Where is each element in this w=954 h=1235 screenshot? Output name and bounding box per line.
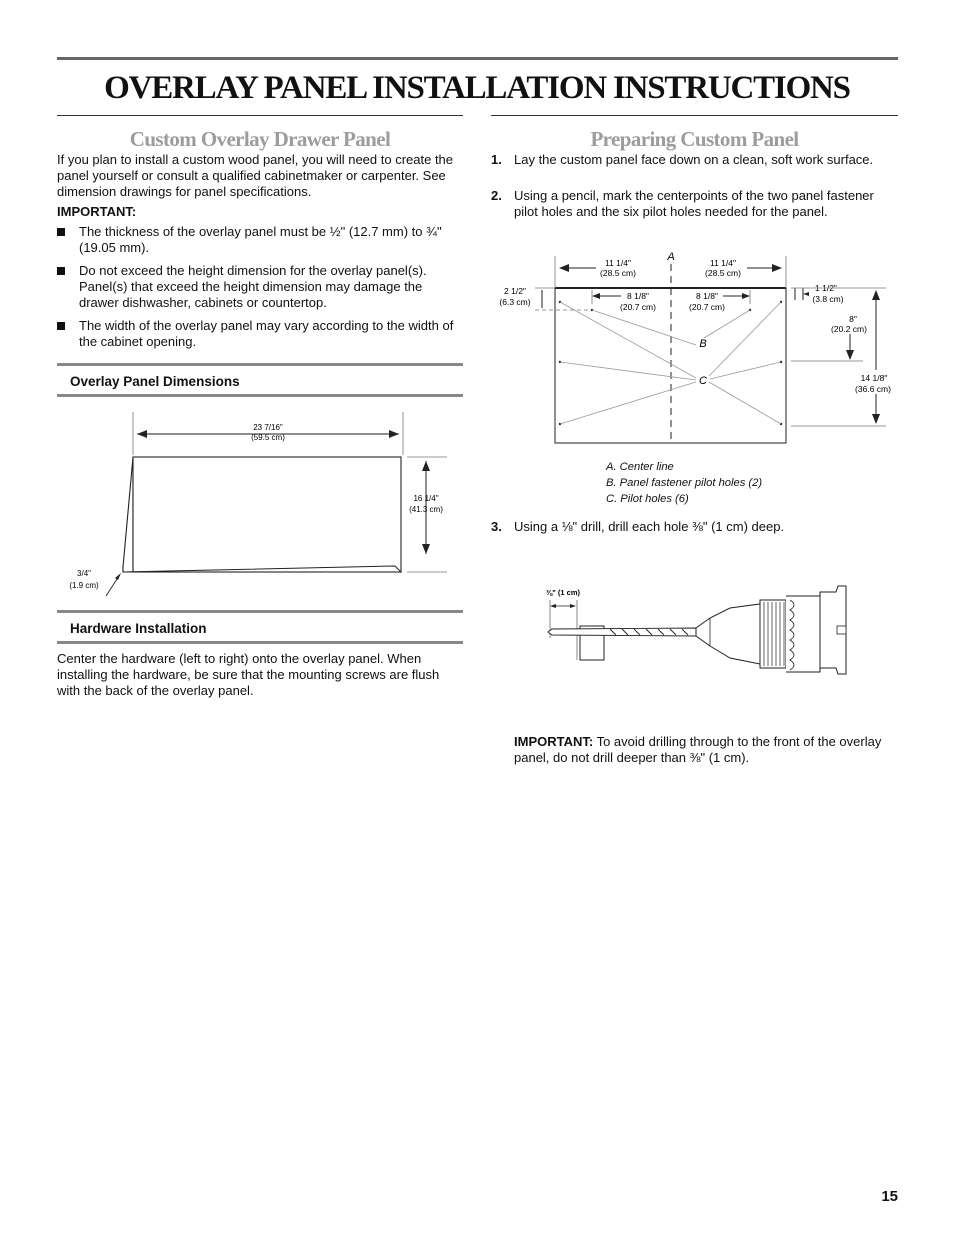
height-inch-label: 16 1/4" bbox=[413, 494, 439, 503]
inner-left-inch: 8 1/8" bbox=[627, 291, 649, 301]
side-margin-inch: 1 1/2" bbox=[815, 283, 837, 293]
step-number: 1. bbox=[491, 152, 502, 167]
figure-legend bbox=[606, 459, 762, 507]
important-note-text: To avoid drilling through to the front of the overlay panel, do not drill deeper than ⅜" (1 cm). bbox=[514, 734, 882, 765]
bullet-square bbox=[57, 228, 65, 236]
legend-item: B. Panel fastener pilot holes (2) bbox=[606, 477, 763, 489]
step-number: 2. bbox=[491, 188, 502, 203]
top-rule bbox=[57, 57, 898, 60]
overlay-panel-dimension-figure bbox=[57, 400, 463, 605]
panel-side-face bbox=[123, 457, 133, 572]
full-height-cm: (36.6 cm) bbox=[855, 384, 891, 394]
page-title: OVERLAY PANEL INSTALLATION INSTRUCTIONS bbox=[104, 70, 850, 106]
label-c: C bbox=[699, 375, 707, 387]
right-half-inch: 11 1/4" bbox=[709, 258, 737, 268]
thickness-inch-label: 3/4" bbox=[77, 569, 91, 578]
right-half-cm: (28.5 cm) bbox=[705, 268, 741, 278]
important-label: IMPORTANT: bbox=[57, 204, 137, 219]
bullet-text: Do not exceed the height dimension for the overlay panel(s). Panel(s) that exceed the height dimension may damage the drawer dishwasher, cabinets or countertop. bbox=[79, 263, 427, 310]
drill-depth-label: ⅜" (1 cm) bbox=[546, 588, 580, 597]
hardware-installation-heading: Hardware Installation bbox=[57, 610, 463, 644]
panel-front-face bbox=[133, 457, 401, 572]
step-text: Lay the custom panel face down on a clean, soft work surface. bbox=[514, 152, 874, 167]
bullet-text: The width of the overlay panel may vary according to the width of the cabinet opening. bbox=[79, 318, 454, 349]
drill-chuck bbox=[696, 604, 760, 664]
inner-right-inch: 8 1/8" bbox=[696, 291, 718, 301]
mid-height-inch: 8" bbox=[849, 314, 857, 324]
important-note-label: IMPORTANT: bbox=[514, 734, 594, 749]
custom-overlay-heading: Custom Overlay Drawer Panel bbox=[129, 127, 391, 151]
overlay-dimensions-heading: Overlay Panel Dimensions bbox=[57, 363, 463, 397]
legend-item: A. Center line bbox=[606, 461, 674, 473]
left-column-rule bbox=[57, 115, 463, 116]
left-half-inch: 11 1/4" bbox=[604, 258, 632, 268]
top-margin-inch: 2 1/2" bbox=[504, 286, 526, 296]
height-cm-label: (41.3 cm) bbox=[409, 505, 443, 514]
mid-height-cm: (20.2 cm) bbox=[831, 324, 867, 334]
inner-right-cm: (20.7 cm) bbox=[689, 302, 725, 312]
step-text: Using a pencil, mark the centerpoints of the two panel fastener pilot holes and the six pilot holes needed for the panel. bbox=[514, 188, 874, 219]
bullet-square bbox=[57, 267, 65, 275]
page-number: 15 bbox=[881, 1188, 898, 1205]
custom-panel-hole-figure bbox=[491, 244, 898, 449]
intro-paragraph: If you plan to install a custom wood panel, you will need to create the panel yourself or consult a qualified cabinetmaker or carpenter. See dimension drawings for panel specifications. bbox=[57, 152, 454, 199]
bullet-square bbox=[57, 322, 65, 330]
important-note bbox=[514, 734, 884, 766]
step-text: Using a ⅛" drill, drill each hole ⅜" (1 cm) deep. bbox=[514, 519, 785, 534]
label-b: B bbox=[699, 338, 707, 350]
top-margin-cm: (6.3 cm) bbox=[499, 297, 531, 307]
inner-left-cm: (20.7 cm) bbox=[620, 302, 656, 312]
label-a: A bbox=[667, 251, 675, 263]
step-number: 3. bbox=[491, 519, 502, 534]
full-height-inch: 14 1/8" bbox=[860, 373, 888, 383]
hardware-paragraph: Center the hardware (left to right) onto the overlay panel. When installing the hardware, be sure that the mounting screws are flush with the back of the overlay panel. bbox=[57, 651, 440, 698]
width-cm-label: (59.5 cm) bbox=[251, 433, 285, 442]
side-margin-cm: (3.8 cm) bbox=[812, 294, 844, 304]
preparing-panel-heading: Preparing Custom Panel bbox=[590, 127, 799, 151]
left-half-cm: (28.5 cm) bbox=[600, 268, 636, 278]
legend-item: C. Pilot holes (6) bbox=[606, 493, 689, 505]
drill-figure bbox=[540, 580, 850, 680]
width-inch-label: 23 7/16" bbox=[253, 423, 283, 432]
bullet-text: The thickness of the overlay panel must be ½" (12.7 mm) to ¾" (19.05 mm). bbox=[79, 224, 442, 255]
thickness-cm-label: (1.9 cm) bbox=[69, 581, 99, 590]
right-column-rule bbox=[491, 115, 898, 116]
